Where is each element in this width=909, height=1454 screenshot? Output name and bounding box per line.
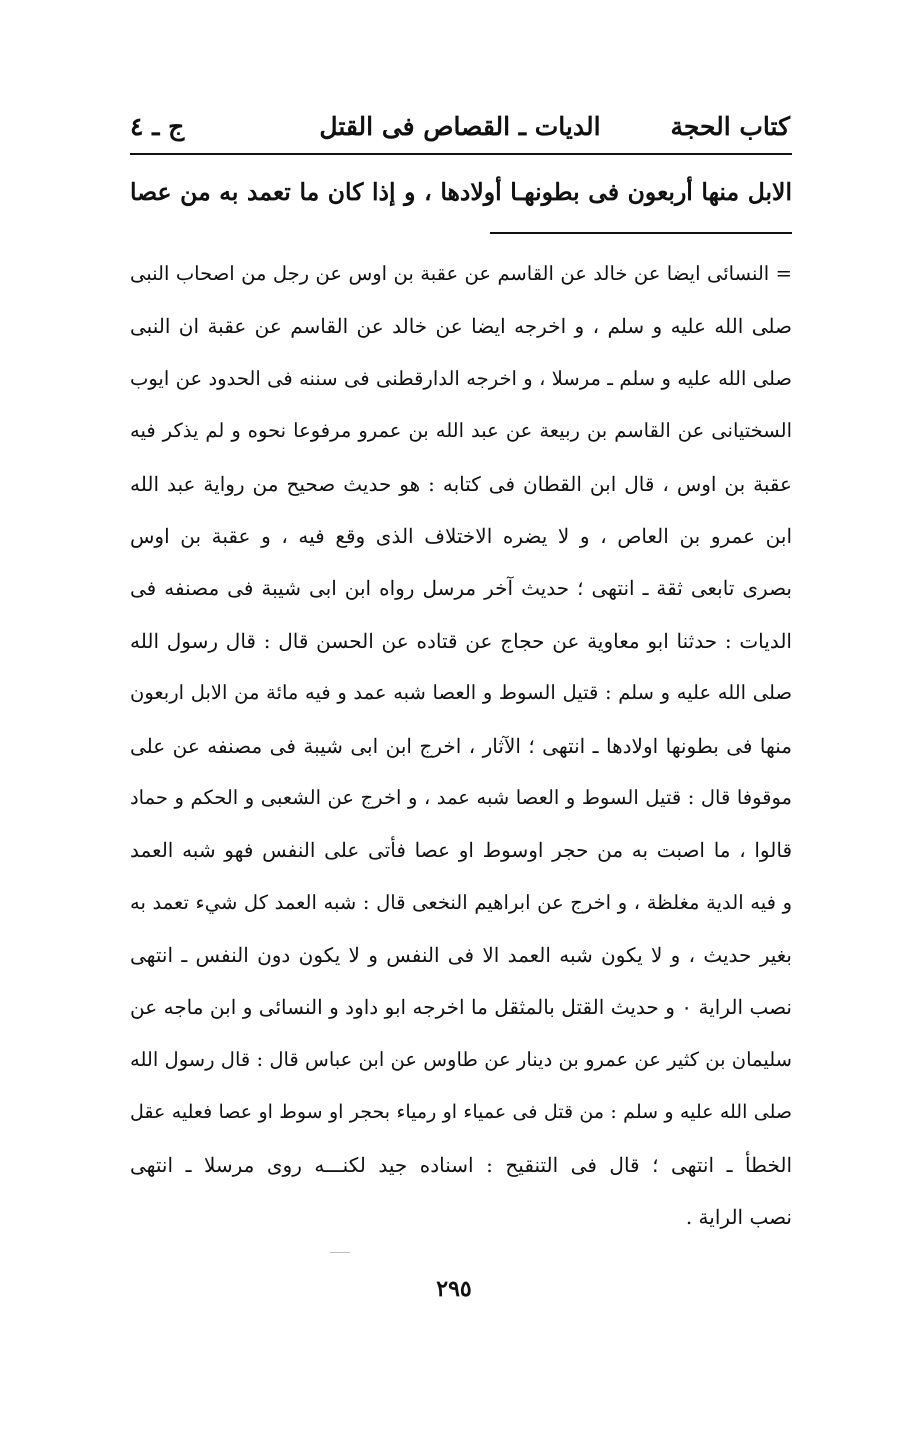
main-text-line: الابل منها أربعون فى بطونهـا أولادها ، و إذا كان ما تعمد به من عصا [130,178,792,206]
volume-label: ج ـ ٤ [130,112,185,141]
text-line: عقبة بن اوس ، قال ابن القطان فى كتابه : هو حديث صحيح من رواية عبد الله [130,471,792,496]
chapter-title: الديات ـ القصاص فى القتل [319,112,601,141]
text-line: و فيه الدية مغلظة ، و اخرج عن ابراهيم النخعى قال : شبه العمد كل شيء تعمد به [130,890,792,914]
text-line: نصب الراية ٠ و حديث القتل بالمثقل ما اخرجه ابو داود و النسائى و ابن ماجه عن [130,995,792,1020]
header-divider [130,153,792,155]
text-line: بصرى تابعى ثقة ـ انتهى ؛ حديث آخر مرسل رواه ابن ابى شيبة فى مصنفه فى [130,576,792,601]
text-line: نصب الراية . [685,1205,792,1230]
text-line: منها فى بطونها اولادها ـ انتهى ؛ الآثار ، اخرج ابن ابى شيبة فى مصنفه عن على [130,733,792,758]
book-title: كتاب الحجة [670,112,790,141]
text-line: صلى الله عليه و سلم ـ مرسلا ، و اخرجه الدارقطنى فى سننه فى الحدود عن ايوب [130,366,792,390]
scan-mark [330,1252,350,1253]
footnote-divider [490,232,792,234]
text-line: صلى الله عليه و سلم : قتيل السوط و العصا شبه عمد و فيه مائة من الابل اربعون [130,681,792,705]
text-line: السختيانى عن القاسم بن ربيعة عن عبد الله بن عمرو مرفوعا نحوه و لم يذكر فيه [130,419,792,443]
text-line: صلى الله عليه و سلم : من قتل فى عمياء او رمياء بحجر او سوط او عصا فعليه عقل [130,1101,792,1124]
text-line: ابن عمرو بن العاص ، و لا يضره الاختلاف الذى وقع فيه ، و عقبة بن اوس [130,523,792,548]
footnote-text [130,248,792,1243]
text-line: قالوا ، ما اصبت به من حجر اوسوط او عصا فأتى على النفس فهو شبه العمد [130,838,792,863]
text-line: موقوفا قال : قتيل السوط و العصا شبه عمد ، و اخرج عن الشعبى و الحكم و حماد [130,785,792,809]
text-line: الخطأ ـ انتهى ؛ قال فى التنقيح : اسناده جيد لكنـــه روى مرسلا ـ انتهى [130,1152,792,1177]
text-line: صلى الله عليه و سلم ، و اخرجه ايضا عن خالد عن القاسم عن عقبة ان النبى [130,314,792,339]
page-number: ٢٩٥ [436,1276,472,1302]
text-line: الديات : حدثنا ابو معاوية عن حجاج عن قتاده عن الحسن قال : قال رسول الله [130,628,792,653]
text-line: بغير حديث ، و لا يكون شبه العمد الا فى النفس و لا يكون دون النفس ـ انتهى [130,943,792,968]
running-header [130,105,790,149]
text-line: = النسائى ايضا عن خالد عن القاسم عن عقبة بن اوس عن رجل من اصحاب النبى [130,262,792,285]
text-line: سليمان بن كثير عن عمرو بن دينار عن طاوس عن ابن عباس قال : قال رسول الله [130,1047,792,1071]
